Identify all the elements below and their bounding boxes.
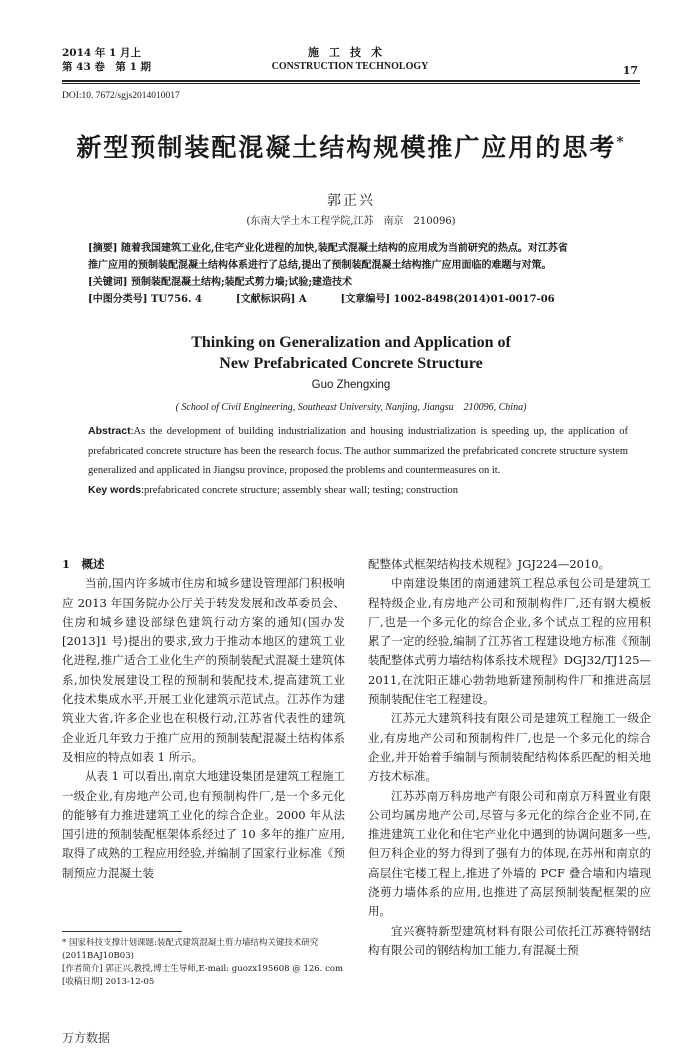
abstract-en-label: Abstract xyxy=(88,425,131,437)
abstract-en xyxy=(88,422,628,481)
title-cn xyxy=(62,128,640,164)
header-rule-thick xyxy=(62,80,640,82)
affiliation-en: ( School of Civil Engineering, Southeast University, Nanjing, Jiangsu 210096, China) xyxy=(175,402,527,413)
body-paragraph: 江苏苏南万科房地产有限公司和南京万科置业有限公司均属房地产公司,尽管与多元化的综合企业不同,在推进建筑工业化和住宅产业化中遇到的协调问题多一些,但万科企业的努力得到了强有力的体现,在苏州和南京的高层住宅楼工程上,推进了外墙的 PCF 叠合墙和内墙现浇剪力墙体系的应用,也推进了高层预制装配框架的应用。 xyxy=(368,788,651,919)
keywords-en-label: Key words xyxy=(88,483,142,496)
abstract-en-block xyxy=(88,422,628,500)
body-column-right xyxy=(368,555,651,960)
abstract-cn-line: 推广应用的预制装配混凝土结构体系进行了总结,提出了预制装配混凝土结构推广应用面临的难题与对策。 xyxy=(88,260,552,271)
title-en-line: Thinking on Generalization and Application of xyxy=(191,334,511,351)
journal-name-en: CONSTRUCTION TECHNOLOGY xyxy=(271,61,429,72)
body-column-left xyxy=(62,555,345,883)
footnote-rule xyxy=(62,931,182,932)
body-paragraph: 中南建设集团的南通建筑工程总承包公司是建筑工程特级企业,有房地产公司和预制构件厂,还有钢大模板厂,也是一个多元化的综合企业,多个试点工程的应用积累了一定的经验,编制了江苏省工程建设地方标准《预制装配整体式剪力墙结构体系技术规程》DGJ32/TJ125—2011,在沈阳正雄心勃勃地新建预制构件厂和推进高层预制装配住宅工程建设。 xyxy=(368,576,651,707)
page-number: 17 xyxy=(622,64,638,77)
keywords-cn: [关键词] 预制装配混凝土结构;装配式剪力墙;试验;建造技术 xyxy=(88,277,353,288)
classification-line xyxy=(88,291,628,308)
title-en xyxy=(62,332,640,374)
document-code: [文献标识码] A xyxy=(235,294,307,305)
journal-name-cn: 施工技术 xyxy=(308,46,392,59)
footnote-received: [收稿日期] 2013-12-05 xyxy=(62,977,155,987)
title-footnote-mark: * xyxy=(616,134,626,151)
body-paragraph: 当前,国内许多城市住房和城乡建设管理部门积极响应 2013 年国务院办公厅关于转发发展和改革委员会、住房和城乡建设部绿色建筑行动方案的通知(国办发[2013]1 号)提出的要求,致力于推动本地区的建筑工业化进程,推广适合工业化生产的预制装配式混凝土建筑体系,加快发展建设工程的预制和装配技术,提高建筑工业化技术集成水平,开展工业化建筑示范试点。江苏作为建筑业大省,许多企业也在积极行动,江苏省代表性的建筑企业近几年致力于推广应用的预制装配混凝土结构体系及相应的特点如表 1 所示。 xyxy=(62,576,345,764)
footnote-fund: * 国家科技支撑计划课题:装配式建筑混凝土剪力墙结构关键技术研究(2011BAJ10B03) xyxy=(62,938,319,961)
body-paragraph: 宜兴赛特新型建筑材料有限公司依托江苏赛特钢结构有限公司的钢结构加工能力,有混凝土预 xyxy=(368,923,651,957)
section-heading: 1 概述 xyxy=(62,557,105,571)
body-paragraph: 江苏元大建筑科技有限公司是建筑工程施工一级企业,有房地产公司和预制构件厂,也是一个多元化的综合企业,并开始着手编制与预制装配结构体系匹配的相关地方技术标准。 xyxy=(368,711,651,784)
body-paragraph: 从表 1 可以看出,南京大地建设集团是建筑工程施工一级企业,有房地产公司,也有预制构件厂,是一个多元化的能够有力推进建筑工业化的综合企业。2000 年从法国引进的预制装配框架体系经过了 10 多年的推广应用,取得了成熟的工程应用经验,并编制了国家行业标准《预制预应力混凝土装 xyxy=(62,769,345,880)
issue-volume: 第 43 卷 第 1 期 xyxy=(62,61,152,73)
abstract-cn-block xyxy=(88,240,628,308)
affiliation-cn: (东南大学土木工程学院,江苏 南京 210096) xyxy=(246,216,456,227)
author-cn: 郭正兴 xyxy=(327,193,375,209)
title-cn-text: 新型预制装配混凝土结构规模推广应用的思考 xyxy=(76,133,617,162)
footnote-author: [作者简介] 郭正兴,教授,博士生导师,E-mail: guozx195608 @ 126. com xyxy=(62,964,344,974)
running-header-journal xyxy=(250,46,450,74)
clc-number: [中图分类号] TU756. 4 xyxy=(88,294,202,305)
keywords-en xyxy=(88,481,628,501)
abstract-cn-line: [摘要] 随着我国建筑工业化,住宅产业化进程的加快,装配式混凝土结构的应用成为当前研究的热点。对江苏省 xyxy=(88,243,568,254)
abstract-en-text: :As the development of building industrialization and housing industrialization is speeding up, the application of prefabricated concrete structure has been the research focus. The author summarized the prefabricated concrete structure system generalized and applicated in Jiangsu province, proposed the problems and countermeasures on it. xyxy=(88,426,628,477)
author-en: Guo Zhengxing xyxy=(311,379,391,391)
issue-date: 2014 年 1 月上 xyxy=(62,47,141,59)
header-rule-thin xyxy=(62,83,640,84)
watermark: 万方数据 xyxy=(62,1031,111,1045)
footnotes xyxy=(62,937,345,989)
doi: DOI:10. 7672/sgjs2014010017 xyxy=(62,91,180,101)
title-en-line: New Prefabricated Concrete Structure xyxy=(219,355,483,372)
article-number: [文章编号] 1002-8498(2014)01-0017-06 xyxy=(340,294,555,305)
body-paragraph: 配整体式框架结构技术规程》JGJ224—2010。 xyxy=(368,557,611,571)
running-header-issue xyxy=(62,46,151,74)
keywords-en-text: :prefabricated concrete structure; assembly shear wall; testing; construction xyxy=(141,484,459,496)
